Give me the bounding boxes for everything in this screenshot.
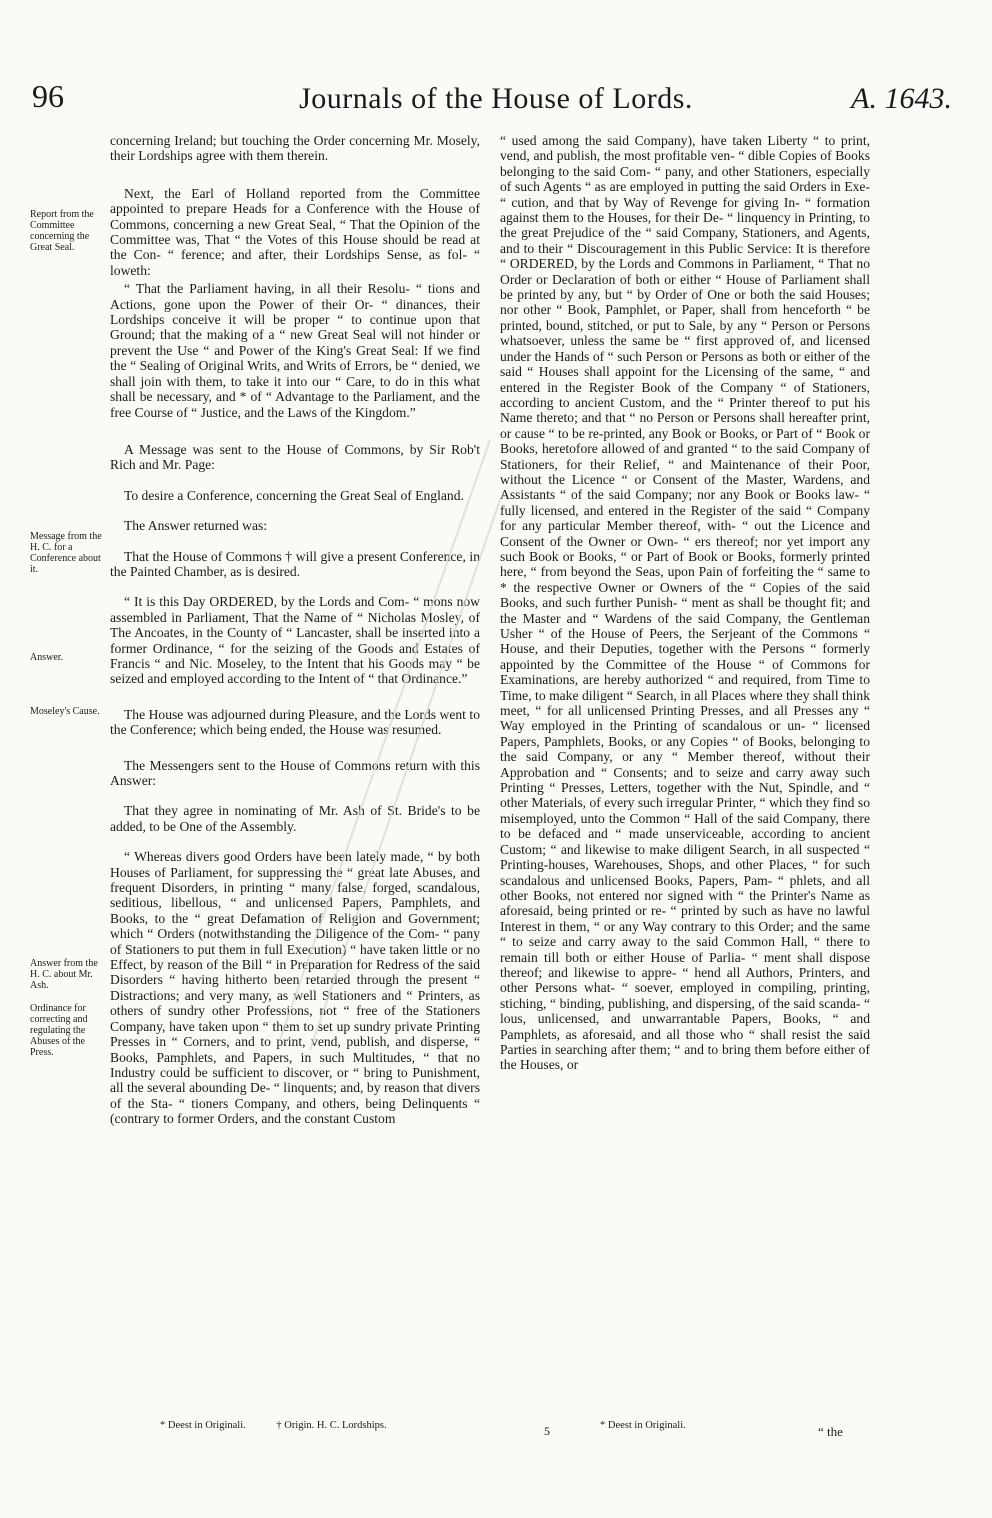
paragraph: “ That the Parliament having, in all their Resolu- “ tions and Actions, gone upon the Power of their Or- “ dinances, their Lordships conceive it will be proper “ to continue upon that Ground; that the making of a “ new Great Seal will not hinder or prevent the Use “ and Power of the King's Great Seal: If we find the “ Sealing of Original Writs, and Writs of Errors, be “ denied, we shall join with them, to take it into our “ Care, to do in this what shall be necessary, and * of “ Advantage to the Parliament, and the free Course of “ Justice, and the Laws of the Kingdom.” [110,281,480,420]
margin-note: Report from the Committee concerning the Great Seal. [30,209,94,253]
paragraph: concerning Ireland; but touching the Order concerning Mr. Mosely, their Lordships agree with them therein. [110,133,480,164]
paragraph: To desire a Conference, concerning the Great Seal of England. [124,487,464,503]
paragraph: The Messengers sent to the House of Commons return with this Answer: [110,757,480,788]
page-header [0,78,992,128]
footnotes-right [600,1420,686,1431]
footnotes-left [160,1420,415,1431]
page-number: 96 [32,78,64,114]
margin-note: Ordinance for correcting and regulating the Abuses of the Press. [30,1003,88,1058]
footnote: * Deest in Originali. [600,1420,686,1431]
paragraph: “ used among the said Company), have taken Liberty “ to print, vend, and publish, the most profitable ven- “ dible Copies of Books belonging to the said Com- “ pany, and other Stationers, especially of such Agents “ as are employed in putting the said Orders in Exe- “ cution, and that by Way of Revenge for giving In- “ formation against them to the Houses, for their De- “ linquency in Printing, to the great Prejudice of the “ said Company, Stationers, and Agents, and to their “ Discouragement in this Public Service: It is therefore “ ORDERED, by the Lords and Commons in Parliament, “ That no Order or Declaration of both or either “ House of Parliament shall be printed by any, but “ by Order of One or both the said Houses; nor other “ Book, Pamphlet, or Paper, shall from henceforth “ be printed, bound, stitched, or put to Sale, by any “ Person or Persons whatsoever, unless the same be “ first approved of, and licensed under the Hands of “ such Person or Persons as both or either of the said “ Houses shall appoint for the Licensing of the same, “ and entered in the Register Book of the Company “ of Stationers, according to ancient Custom, and the “ Printer thereof to put his Name thereto; and that “ no Person or Persons shall hereafter print, or cause “ to be re-printed, any Book or Books, or Part of “ Book or Books, heretofore allowed of and granted “ to the said Company of Stationers, for their Relief, “ and Maintenance of their Poor, without the Licence “ or Consent of the Master, Wardens, and Assistants “ of the said Company; nor any Book or Books law- “ fully licensed, and entered in the Register of the said “ Company for any particular Member thereof, with- “ out the Licence and Consent of the Owner or Own- “ ers thereof; nor yet import any such Book or Books, “ or Part of Book or Books, formerly printed here, “ from beyond the Seas, upon Pain of forfeiting the “ same to * the respective Owner or Owners of the “ Copies of the said Books, and such further Punish- “ ment as shall be thought fit; and the Master and “ Wardens of the said Company, the Gentleman Usher “ of the House of Peers, the Serjeant of the Commons “ House, and their Deputies, together with the Persons “ formerly appointed by the Committee of the House “ of Commons for Examinations, are hereby authorized “ and required, from Time to Time, to make diligent “ Search, in all Places where they shall think meet, “ for all unlicensed Printing Presses, and all Presses any “ Way employed in the Printing of scandalous or un- “ licensed Papers, Pamphlets, Books, or any Copies “ of Books, belonging to the said Company, or any “ Member thereof, without their Approbation and “ Consents; and to seize and carry away such Printing “ Presses, Letters, together with the Nut, Spindle, and “ other Materials, of every such irregular Printer, “ which they find so misemployed, unto the Common “ Hall of the said Company, there to be defaced and “ made unserviceable, according to ancient Custom; “ and likewise to make diligent Search, in all suspected “ Printing-houses, Warehouses, Shops, and other Places, “ for such scandalous and unlicensed Books, Papers, Pam- “ phlets, and all other Books, not entered nor signed with “ the Printer's Name as aforesaid, being printed or re- “ printed by such as have no lawful Interest in them, “ or any Way contrary to this Order; and the same “ to seize and carry away to the said Common Hall, “ there to remain till both or either House of Parlia- “ ment shall dispose thereof; and likewise to appre- “ hend all Authors, Printers, and other Persons what- “ soever, employed in compiling, printing, stiching, “ binding, publishing, and dispersing, of the said scanda- “ lous, unlicensed, and unwarrantable Papers, Books, “ and Pamphlets, as aforesaid, and all those who “ shall resist the said Parties in searching after them; “ and to bring them before either of the Houses, or [500,133,870,1073]
paragraph: “ It is this Day ORDERED, by the Lords and Com- “ mons now assembled in Parliament, That the Name of “ Nicholas Mosley, of The Ancoates, in the County of “ Lancaster, shall be inserted into a former Ordinance, “ for the seizing of the Goods and Estates of Francis “ and Nic. Moseley, to the Intent that his Goods may “ be seized and employed according to the Intent of “ that Ordinance.” [110,594,480,687]
catchword: “ the [818,1424,843,1439]
right-column [500,133,870,1088]
margin-note: Message from the H. C. for a Conference about it. [30,531,102,575]
paragraph: Next, the Earl of Holland reported from the Committee appointed to prepare Heads for a Conference with the House of Commons, concerning a new Great Seal, “ That the Opinion of the Committee was, That “ the Votes of this House should be read at the Con- “ ference; and after, their Lordships Sense, as fol- “ loweth: [110,185,480,278]
signature-mark: 5 [544,1424,550,1438]
paragraph: That the House of Commons † will give a present Conference, in the Painted Chamber, as is desired. [110,548,480,579]
year-heading: A. 1643. [851,82,952,115]
left-column [110,133,480,1142]
paragraph: “ Whereas divers good Orders have been lately made, “ by both Houses of Parliament, for suppressing the “ great late Abuses, and frequent Disorders, in printing “ many false, forged, scandalous, seditious, libellous, “ and unlicensed Papers, Pamphlets, and Books, to the “ great Defamation of Religion and Government; which “ Orders (notwithstanding the Diligence of the Com- “ pany of Stationers to put them in full Execution) “ have taken little or no Effect, by reason of the Bill “ in Preparation for Redress of the said Disorders “ having hitherto been retarded through the present “ Distractions; and very many, as well Stationers and “ Printers, as others of sundry other Professions, not “ free of the Stationers Company, have taken upon “ them to set up sundry private Printing Presses in “ Corners, and to print, vend, publish, and disperse, “ Books, Pamphlets, and Papers, in such Multitudes, “ that no Industry could be sufficient to discover, or “ bring to Punishment, all the several abounding De- “ linquents; and, by reason that divers of the Sta- “ tioners Company, and others, being Delinquents “ (contrary to former Orders, and the constant Custom [110,849,480,1127]
margin-note: Moseley's Cause. [30,706,100,717]
paragraph: That they agree in nominating of Mr. Ash of St. Bride's to be added, to be One of the Assembly. [110,803,480,834]
running-title: Journals of the House of Lords. [299,82,693,115]
margin-note: Answer. [30,652,64,663]
margin-note: Answer from the H. C. about Mr. Ash. [30,958,98,991]
paragraph: The Answer returned was: [124,518,268,534]
footnote: † Origin. H. C. Lordships. [276,1420,387,1431]
paragraph: The House was adjourned during Pleasure, and the Lords went to the Conference; which being ended, the House was resumed. [110,706,480,738]
footnote: * Deest in Originali. [160,1420,246,1431]
paragraph: A Message was sent to the House of Commons, by Sir Rob't Rich and Mr. Page: [110,441,480,473]
